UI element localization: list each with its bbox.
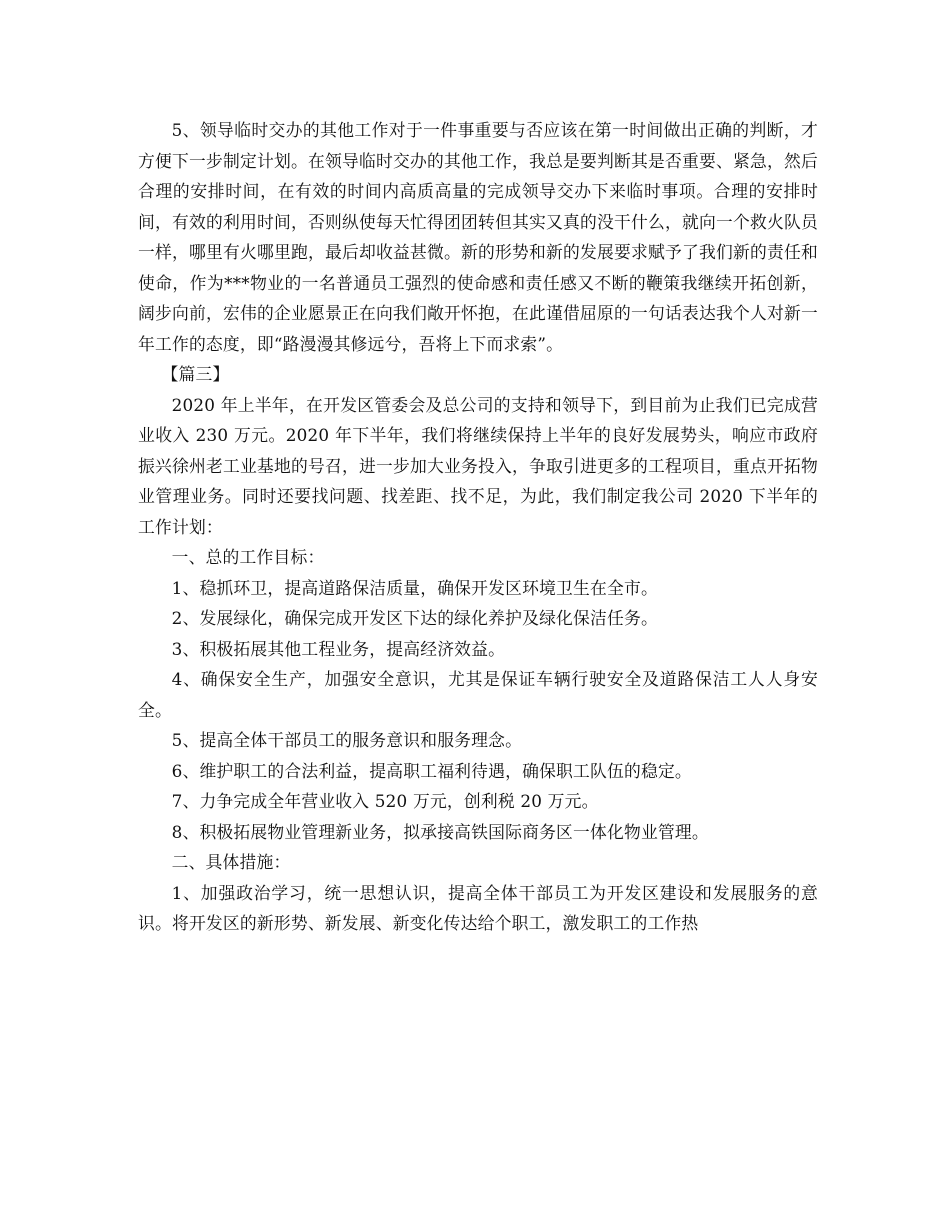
goal-item-6: 6、维护职工的合法利益，提高职工福利待遇，确保职工队伍的稳定。 [171,760,692,781]
section-heading-part-three: 【篇三】 [161,364,230,384]
goal-item-1: 1、稳抓环卫，提高道路保洁质量，确保开发区环境卫生在全市。 [171,577,658,598]
paragraph-2020-overview: 2020 年上半年，在开发区管委会及总公司的支持和领导下，到目前为止我们已完成营业收入 230 万元。2020 年下半年，我们将继续保持上半年的良好发展势头，响应市政府振兴徐州老工业基地的号召，进一步加大业务投入，争取引进更多的工程项目，重点开拓物业管理业务。同时还要找问题、找差距、找不足，为此，我们制定我公司 2020 下半年的工作计划： [138,394,818,537]
goal-item-2: 2、发展绿化，确保完成开发区下达的绿化养护及绿化保洁任务。 [171,608,658,628]
goal-item-3: 3、积极拓展其他工程业务，提高经济效益。 [171,638,506,659]
heading-specific-measures: 二、具体措施： [171,852,291,872]
heading-overall-goals: 一、总的工作目标： [171,547,325,567]
goal-item-8: 8、积极拓展物业管理新业务，拟承接高铁国际商务区一体化物业管理。 [171,821,709,842]
measure-item-1: 1、加强政治学习，统一思想认识，提高全体干部员工为开发区建设和发展服务的意识。将开发区的新形势、新发展、新变化传达给个职工，激发职工的工作热 [138,882,818,933]
document-page [138,115,818,939]
goal-item-5: 5、提高全体干部员工的服务意识和服务理念。 [171,730,523,750]
paragraph-leader-tasks: 5、领导临时交办的其他工作对于一件事重要与否应该在第一时间做出正确的判断，才方便下一步制定计划。在领导临时交办的其他工作，我总是要判断其是否重要、紧急，然后合理的安排时间，在有效的时间内高质高量的完成领导交办下来临时事项。合理的安排时间，有效的利用时间，否则纵使每天忙得团团转但其实又真的没干什么，就向一个救火队员一样，哪里有火哪里跑，最后却收益甚微。新的形势和新的发展要求赋予了我们新的责任和使命，作为***物业的一名普通员工强烈的使命感和责任感又不断的鞭策我继续开拓创新，阔步向前，宏伟的企业愿景正在向我们敞开怀抱，在此谨借屈原的一句话表达我个人对新一年工作的态度，即“路漫漫其修远兮，吾将上下而求索”。 [138,120,818,354]
goal-item-7: 7、力争完成全年营业收入 520 万元，创利税 20 万元。 [171,791,599,811]
goal-item-4: 4、确保安全生产，加强安全意识，尤其是保证车辆行驶安全及道路保洁工人人身安全。 [138,669,818,720]
